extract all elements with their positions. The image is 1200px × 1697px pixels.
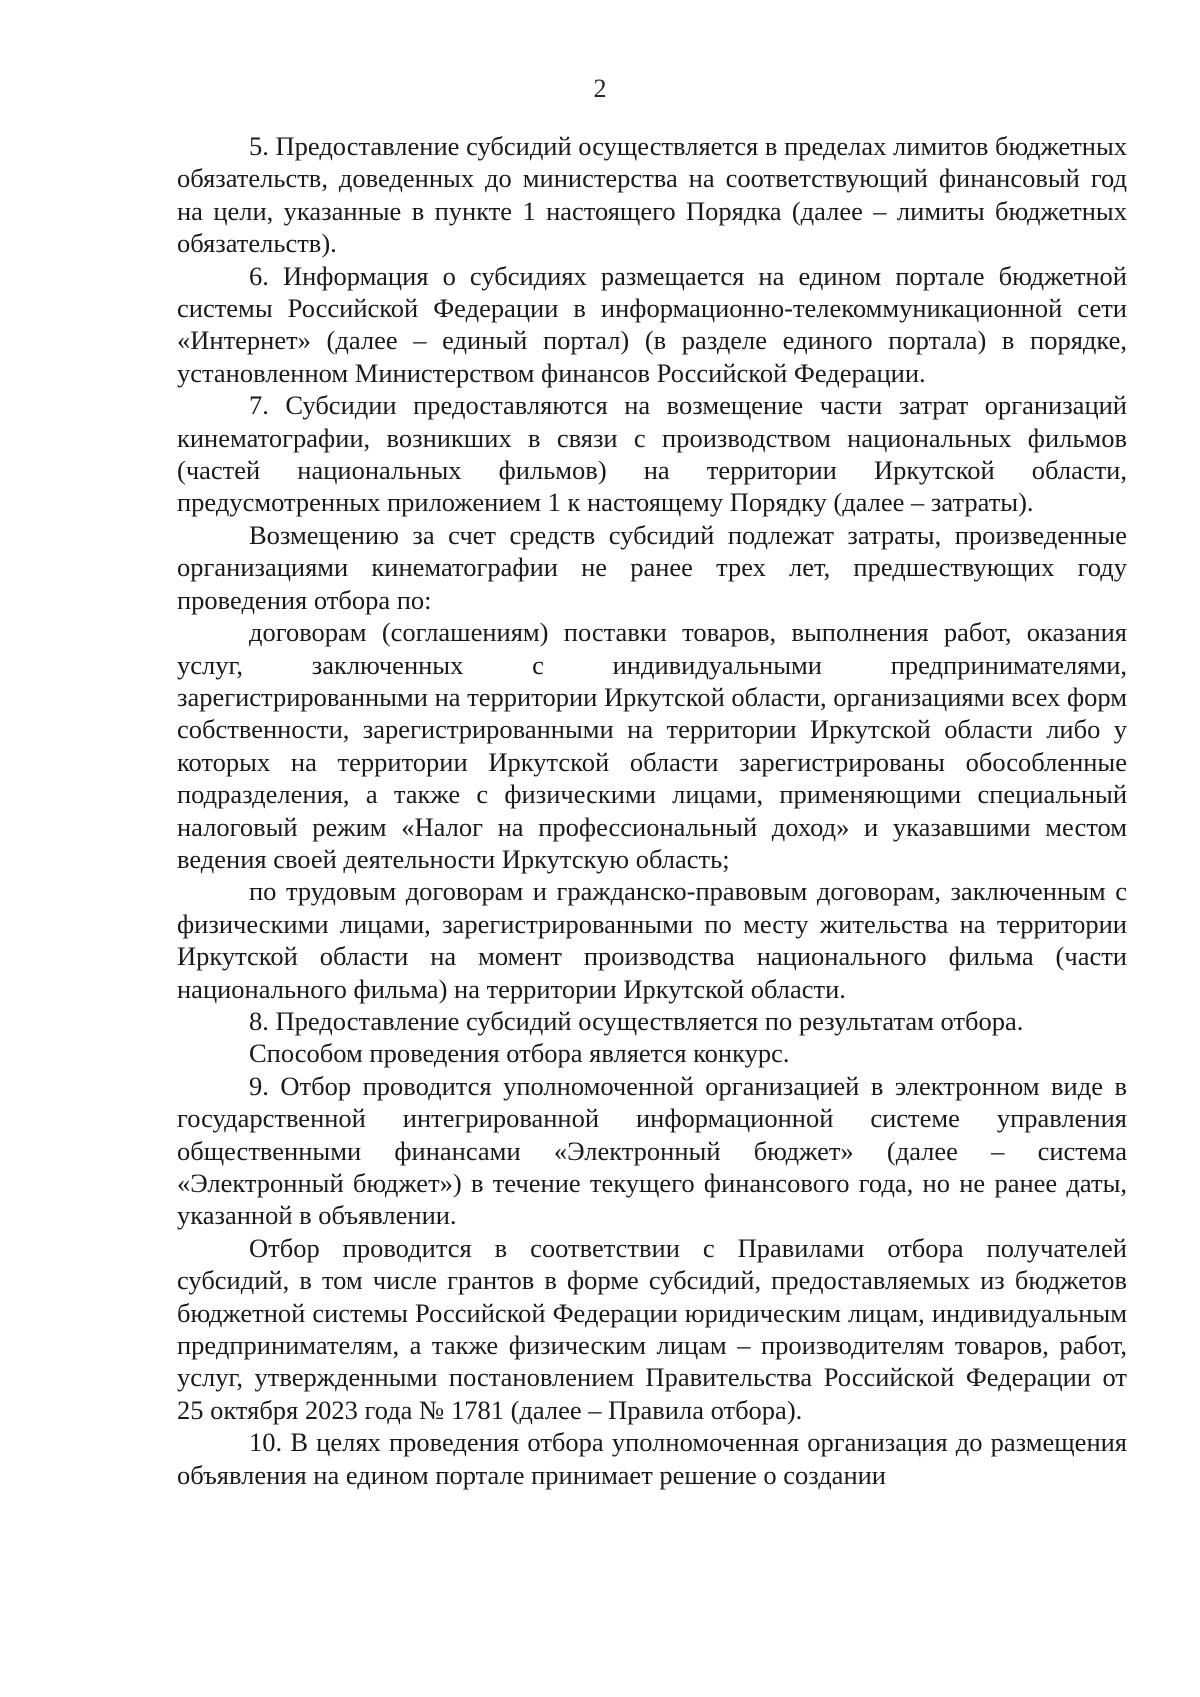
- document-body: [177, 130, 1127, 1491]
- paragraph-8: 8. Предоставление субсидий осуществляется по результатам отбора.: [249, 1005, 1024, 1036]
- paragraph-selection-rules: Отбор проводится в соответствии с Правилами отбора получателей субсидий, в том числе грантов в форме субсидий, предоставляемых из бюджетов бюджетной системы Российской Федерации юридическим лицам, индивидуальным предпринимателям, а также физическим лицам – производителям товаров, работ, услуг, утвержденными постановлением Правительства Российской Федерации от 25 октября 2023 года № 1781 (далее – Правила отбора).: [177, 1232, 1127, 1425]
- paragraph-reimbursement: Возмещению за счет средств субсидий подлежат затраты, произведенные организациями кинематографии не ранее трех лет, предшествующих году проведения отбора по:: [177, 519, 1127, 615]
- paragraph-selection-method: Способом проведения отбора является конкурс.: [249, 1038, 790, 1069]
- page-number: 2: [593, 74, 607, 103]
- paragraph-10: 10. В целях проведения отбора уполномоченная организация до размещения объявления на едином портале принимает решение о создании: [177, 1427, 1127, 1490]
- paragraph-7: 7. Субсидии предоставляются на возмещение части затрат организаций кинематографии, возникших в связи с производством национальных фильмов (частей национальных фильмов) на территории Иркутской области, предусмотренных приложением 1 к настоящему Порядку (далее – затраты).: [177, 390, 1127, 518]
- paragraph-6: 6. Информация о субсидиях размещается на едином портале бюджетной системы Российской Федерации в информационно-телекоммуникационной сети «Интернет» (далее – единый портал) (в разделе единого портала) в порядке, установленном Министерством финансов Российской Федерации.: [177, 260, 1127, 388]
- paragraph-labor-contracts: по трудовым договорам и гражданско-правовым договорам, заключенным с физическими лицами, зарегистрированными по месту жительства на территории Иркутской области на момент производства национального фильма (части национального фильма) на территории Иркутской области.: [177, 876, 1127, 1004]
- paragraph-9: 9. Отбор проводится уполномоченной организацией в электронном виде в государственной интегрированной информационной системе управления общественными финансами «Электронный бюджет» (далее – система «Электронный бюджет») в течение текущего финансового года, но не ранее даты, указанной в объявлении.: [177, 1070, 1127, 1231]
- paragraph-5: 5. Предоставление субсидий осуществляется в пределах лимитов бюджетных обязательств, доведенных до министерства на соответствующий финансовый год на цели, указанные в пункте 1 настоящего Порядка (далее – лимиты бюджетных обязательств).: [177, 131, 1127, 259]
- paragraph-supply-contracts: договорам (соглашениям) поставки товаров, выполнения работ, оказания услуг, заключенных с индивидуальными предпринимателями, зарегистрированными на территории Иркутской области, организациями всех форм собственности, зарегистрированными на территории Иркутской области либо у которых на территории Иркутской области зарегистрированы обособленные подразделения, а также с физическими лицами, применяющими специальный налоговый режим «Налог на профессиональный доход» и указавшими местом ведения своей деятельности Иркутскую область;: [177, 617, 1127, 874]
